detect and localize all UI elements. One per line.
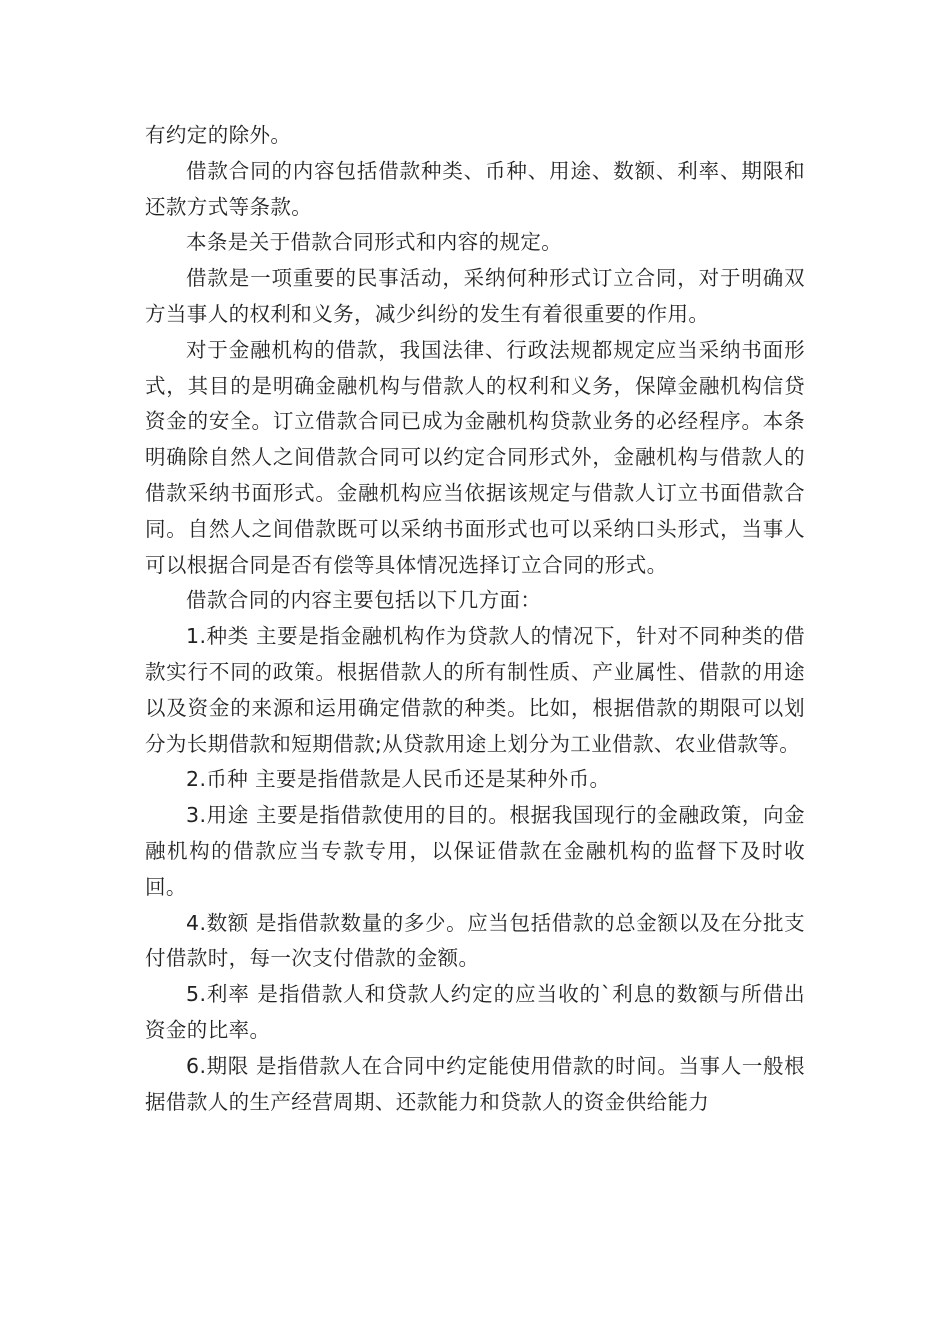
list-item-term: 6.期限 是指借款人在合同中约定能使用借款的时间。当事人一般根据借款人的生产经营周期、还款能力和贷款人的资金供给能力 [145, 1053, 805, 1114]
paragraph-financial-institutions: 对于金融机构的借款，我国法律、行政法规都规定应当采纳书面形式，其目的是明确金融机构与借款人的权利和义务，保障金融机构信贷资金的安全。订立借款合同已成为金融机构贷款业务的必经程序。本条明确除自然人之间借款合同可以约定合同形式外，金融机构与借款人的借款采纳书面形式。金融机构应当依据该规定与借款人订立书面借款合同。自然人之间借款既可以采纳书面形式也可以采纳口头形式，当事人可以根据合同是否有偿等具体情况选择订立合同的形式。 [145, 337, 805, 577]
list-item-interest-rate: 5.利率 是指借款人和贷款人约定的应当收的`利息的数额与所借出资金的比率。 [145, 982, 805, 1042]
list-item-purpose: 3.用途 主要是指借款使用的目的。根据我国现行的金融政策，向金融机构的借款应当专款专用，以保证借款在金融机构的监督下及时收回。 [145, 803, 805, 899]
document-page [145, 118, 805, 1120]
list-item-currency: 2.币种 主要是指借款是人民币还是某种外币。 [186, 767, 611, 792]
paragraph-content-intro: 借款合同的内容主要包括以下几方面： [186, 588, 542, 613]
paragraph-article-summary: 本条是关于借款合同形式和内容的规定。 [186, 230, 563, 255]
paragraph-loan-importance: 借款是一项重要的民事活动，采纳何种形式订立合同，对于明确双方当事人的权利和义务，减少纠纷的发生有着很重要的作用。 [145, 266, 805, 326]
list-item-amount: 4.数额 是指借款数量的多少。应当包括借款的总金额以及在分批支付借款时，每一次支付借款的金额。 [145, 910, 805, 971]
list-item-type: 1.种类 主要是指金融机构作为贷款人的情况下，针对不同种类的借款实行不同的政策。根据借款人的所有制性质、产业属性、借款的用途以及资金的来源和运用确定借款的种类。比如，根据借款的期限可以划分为长期借款和短期借款;从贷款用途上划分为工业借款、农业借款等。 [145, 624, 805, 756]
paragraph-continuation: 有约定的除外。 [145, 123, 292, 147]
paragraph-contract-content: 借款合同的内容包括借款种类、币种、用途、数额、利率、期限和还款方式等条款。 [145, 158, 805, 219]
